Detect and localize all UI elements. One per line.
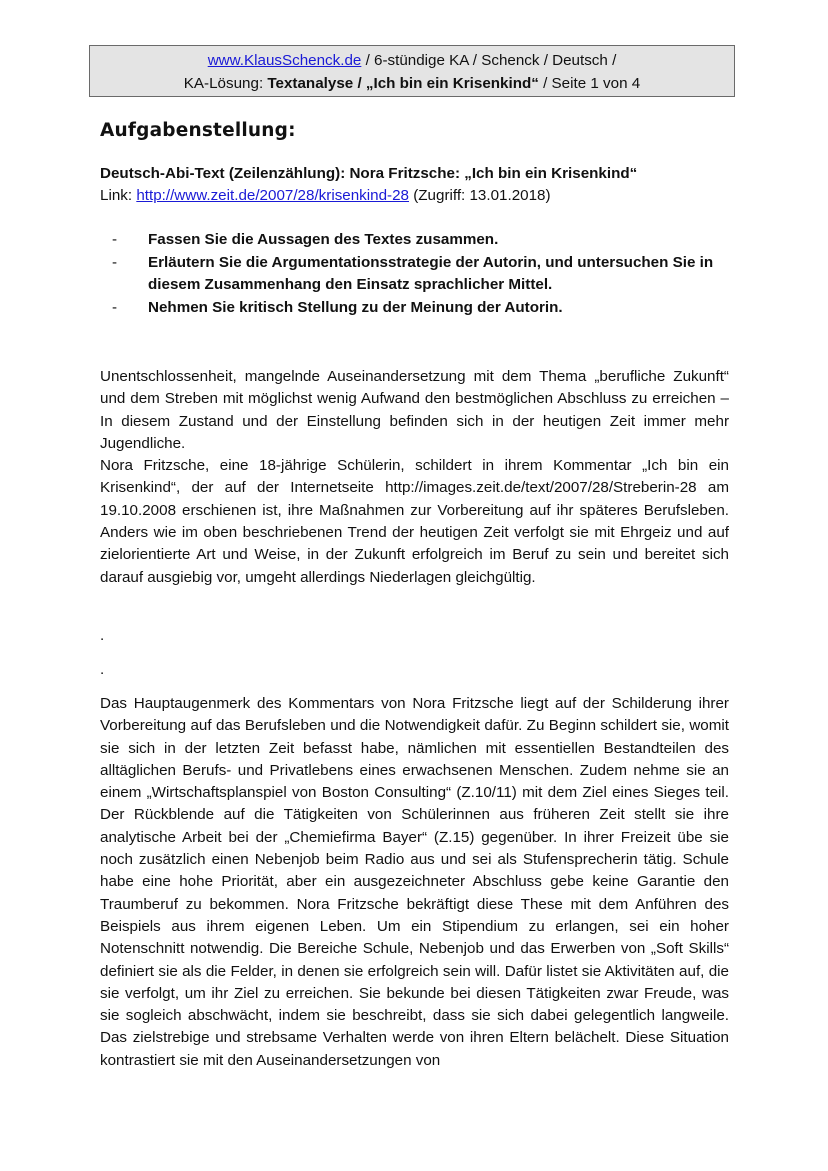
- source-link-line: [100, 185, 740, 207]
- header-line-2-title: Textanalyse / „Ich bin ein Krisenkind“: [267, 75, 539, 92]
- link-prefix: Link:: [100, 187, 137, 204]
- header-line-2-prefix: KA-Lösung:: [183, 75, 268, 92]
- intro-paragraph: Unentschlossenheit, mangelnde Auseinandersetzung mit dem Thema „berufliche Zukunft“ und dem Streben mit möglichst wenig Aufwand den bestmöglichen Abschluss zu erreichen – In diesem Zustand und der Einstellung befinden sich in der heutigen Zeit immer mehr Jugendliche.: [100, 368, 729, 452]
- header-line-1-rest: / 6-stündige KA / Schenck / Deutsch /: [361, 52, 617, 69]
- section-title: Aufgabenstellung:: [100, 120, 296, 141]
- task-item: - Fassen Sie die Aussagen des Textes zusammen.: [112, 229, 742, 252]
- document-header: [89, 45, 735, 97]
- intro-paragraph: Nora Fritzsche, eine 18-jährige Schülerin, schildert in ihrem Kommentar „Ich bin ein Krisenkind“, der auf der Internetseite http://images.zeit.de/text/2007/28/Streberin-28 am 19.10.2008 erschienen ist, ihre Maßnahmen zur Vorbereitung auf ihr späteres Berufsleben. Anders wie im oben beschriebenen Trend der heutigen Zeit verfolgt sie mit Ehrgeiz und auf zielorientierte Art und Weise, in der Zukunft erfolgreich im Beruf zu sein und bereitet sich darauf ausgiebig vor, umgeht allerdings Niederlagen gleichgültig.: [100, 457, 729, 586]
- ellipsis-dot: .: [100, 661, 105, 678]
- source-link[interactable]: http://www.zeit.de/2007/28/krisenkind-28: [136, 187, 409, 204]
- task-item: - Nehmen Sie kritisch Stellung zu der Meinung der Autorin.: [112, 297, 742, 320]
- main-section: [100, 693, 729, 1072]
- intro-section: [100, 366, 729, 589]
- main-paragraph: Das Hauptaugenmerk des Kommentars von Nora Fritzsche liegt auf der Schilderung ihrer Vorbereitung auf das Berufsleben und die Notwendigkeit dafür. Zu Beginn schildert sie, womit sie sich in der letzten Zeit befasst habe, nämlichen mit essentiellen Bestandteilen des alltäglichen Berufs- und Privatlebens eines erwachsenen Menschen. Zudem nehme sie an einem „Wirtschaftsplanspiel von Boston Consulting“ (Z.10/11) mit dem Ziel eines Sieges teil. Der Rückblende auf die Tätigkeiten von Schülerinnen aus früheren Zeit stellt sie ihre analytische Arbeit bei der „Chemiefirma Bayer“ (Z.15) gegenüber. In ihrer Freizeit übe sie noch zusätzlich einen Nebenjob beim Radio aus und sei als Stufensprecherin tätig. Schule habe eine hohe Priorität, aber ein ausgezeichneter Abschluss gebe keine Garantie den Traumberuf zu bekommen. Nora Fritzsche bekräftigt diese These mit dem Anführen des Beispiels aus ihrem eigenen Leben. Um ein Stipendium zu erlangen, sei ein hoher Notenschnitt notwendig. Die Bereiche Schule, Nebenjob und das Erwerben von „Soft Skills“ definiert sie als die Felder, in denen sie erfolgreich sein will. Dafür listet sie Aktivitäten auf, die sie verfolgt, um ihr Ziel zu erreichen. Sie bekunde bei diesen Tätigkeiten zwar Freude, was sie sogleich abschwächt, indem sie beschreibt, dass sie sich dabei gelegentlich langweile. Das zielstrebige und strebsame Verhalten werde von ihren Eltern belächelt. Diese Situation kontrastiert sie mit den Auseinandersetzungen von: [100, 695, 729, 1069]
- link-access-date: (Zugriff: 13.01.2018): [409, 187, 551, 204]
- header-line-1: [90, 49, 734, 72]
- header-line-2: [90, 72, 734, 95]
- header-line-2-rest: / Seite 1 von 4: [538, 75, 641, 92]
- task-item: - Erläutern Sie die Argumentationsstrategie der Autorin, und untersuchen Sie in diesem Zusammenhang den Einsatz sprachlicher Mittel.: [112, 252, 742, 297]
- text-subtitle: Deutsch-Abi-Text (Zeilenzählung): Nora Fritzsche: „Ich bin ein Krisenkind“: [100, 165, 638, 182]
- task-list: [112, 229, 742, 319]
- ellipsis-dot: .: [100, 627, 105, 644]
- website-link[interactable]: www.KlausSchenck.de: [207, 52, 362, 69]
